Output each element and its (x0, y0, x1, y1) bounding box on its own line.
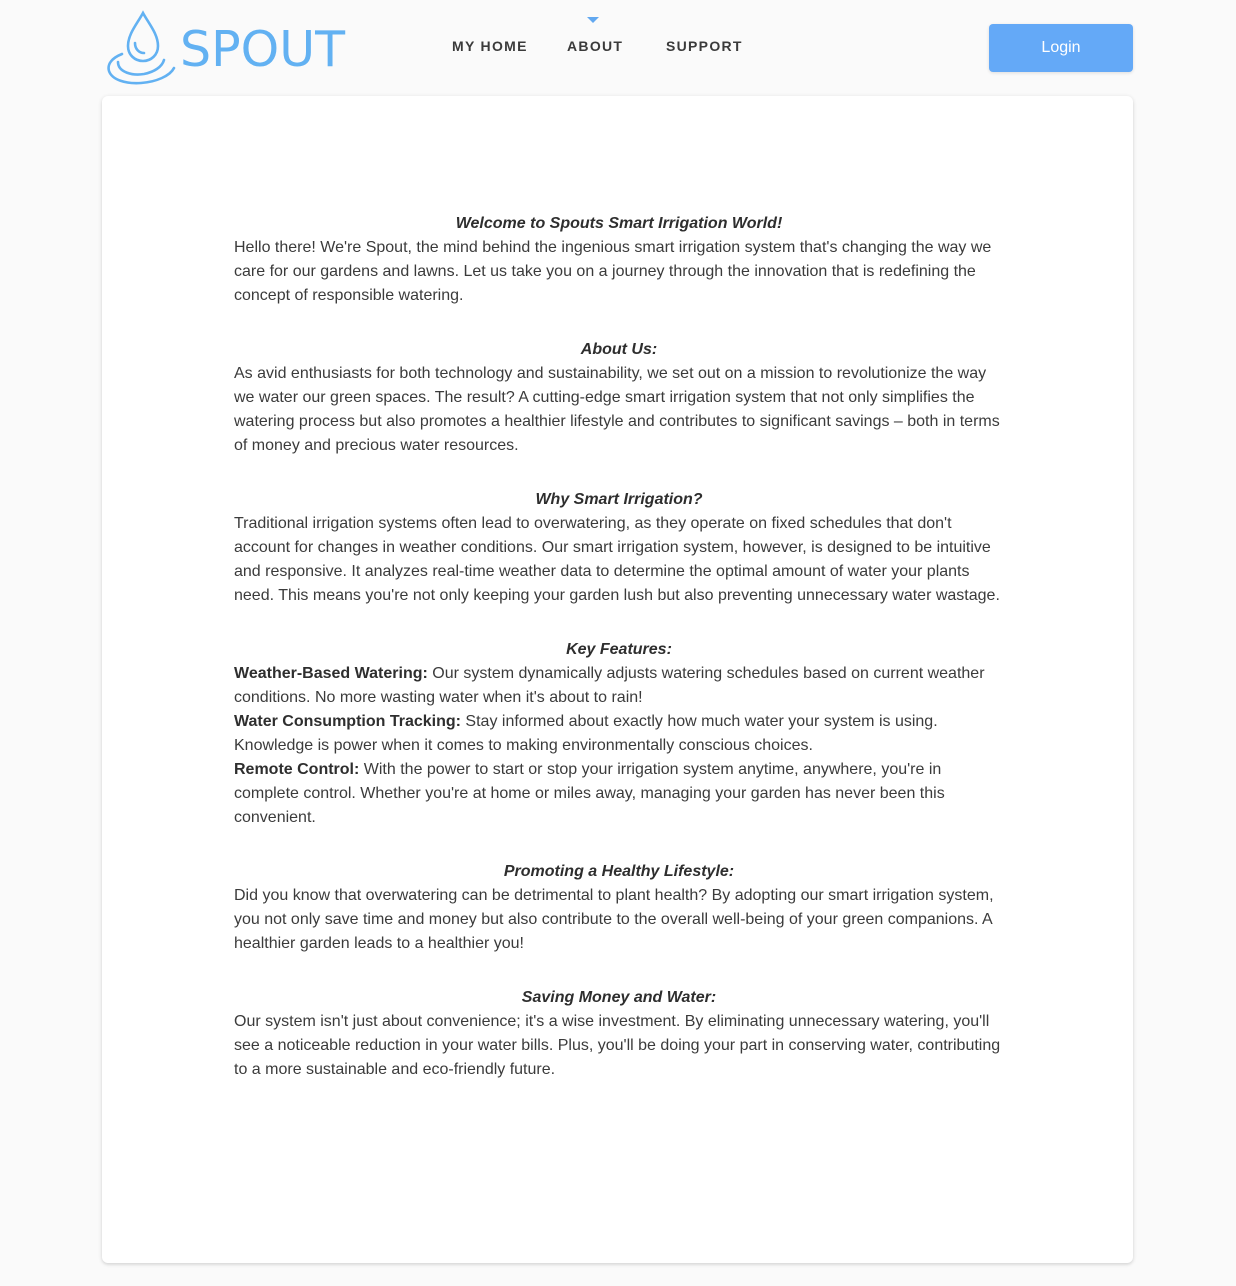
feature-item (234, 662, 1004, 710)
nav-about[interactable]: ABOUT (567, 38, 624, 54)
section-body: As avid enthusiasts for both technology and sustainability, we set out on a mission to revolutionize the way we water our green spaces. The result? A cutting-edge smart irrigation system that not only simplifies the watering process but also promotes a healthier lifestyle and contributes to significant savings – both in terms of money and precious water resources. (234, 365, 1000, 454)
section-title: Why Smart Irrigation? (535, 491, 703, 508)
feature-text: With the power to start or stop your irrigation system anytime, anywhere, you're in complete control. Whether you're at home or miles away, managing your garden has never been this convenient. (234, 761, 945, 826)
feature-name: Water Consumption Tracking: (234, 713, 461, 730)
logo-wordmark: SPOUT (180, 20, 346, 78)
active-nav-caret-icon (587, 17, 599, 23)
section-title: Key Features: (566, 641, 672, 658)
section-welcome (234, 212, 1004, 308)
nav-support[interactable]: SUPPORT (666, 38, 743, 54)
section-body: Our system isn't just about convenience; it's a wise investment. By eliminating unnecessary watering, you'll see a noticeable reduction in your water bills. Plus, you'll be doing your part in conserving water, contributing to a more sustainable and eco-friendly future. (234, 1013, 1001, 1078)
feature-item (234, 758, 1004, 830)
section-why-smart-irrigation (234, 488, 1004, 608)
section-title: About Us: (580, 341, 658, 358)
section-saving-money (234, 986, 1004, 1082)
login-button[interactable]: Login (989, 24, 1133, 72)
feature-name: Weather-Based Watering: (234, 665, 428, 682)
section-title: Welcome to Spouts Smart Irrigation World! (455, 215, 783, 232)
feature-text: Stay informed about exactly how much water your system is using. Knowledge is power when it comes to making environmentally conscious choices. (234, 713, 938, 754)
about-content (234, 212, 1004, 1112)
section-about-us (234, 338, 1004, 458)
section-healthy-lifestyle (234, 860, 1004, 956)
section-key-features (234, 638, 1004, 830)
feature-text: Our system dynamically adjusts watering schedules based on current weather conditions. No more wasting water when it's about to rain! (234, 665, 985, 706)
about-card (102, 96, 1133, 1263)
section-body: Did you know that overwatering can be detrimental to plant health? By adopting our smart irrigation system, you not only save time and money but also contribute to the overall well-being of your green companions. A healthier garden leads to a healthier you! (234, 887, 994, 952)
section-title: Saving Money and Water: (521, 989, 717, 1006)
feature-item (234, 710, 1004, 758)
feature-name: Remote Control: (234, 761, 360, 778)
section-body: Hello there! We're Spout, the mind behind the ingenious smart irrigation system that's changing the way we care for our gardens and lawns. Let us take you on a journey through the innovation that is redefining the concept of responsible watering. (234, 239, 992, 304)
nav-my-home[interactable]: MY HOME (452, 38, 528, 54)
section-title: Promoting a Healthy Lifestyle: (503, 863, 735, 880)
site-header (0, 0, 1236, 96)
section-body: Traditional irrigation systems often lead to overwatering, as they operate on fixed schedules that don't account for changes in weather conditions. Our smart irrigation system, however, is designed to be intuitive and responsive. It analyzes real-time weather data to determine the optimal amount of water your plants need. This means you're not only keeping your garden lush but also preventing unnecessary water wastage. (234, 515, 1000, 604)
